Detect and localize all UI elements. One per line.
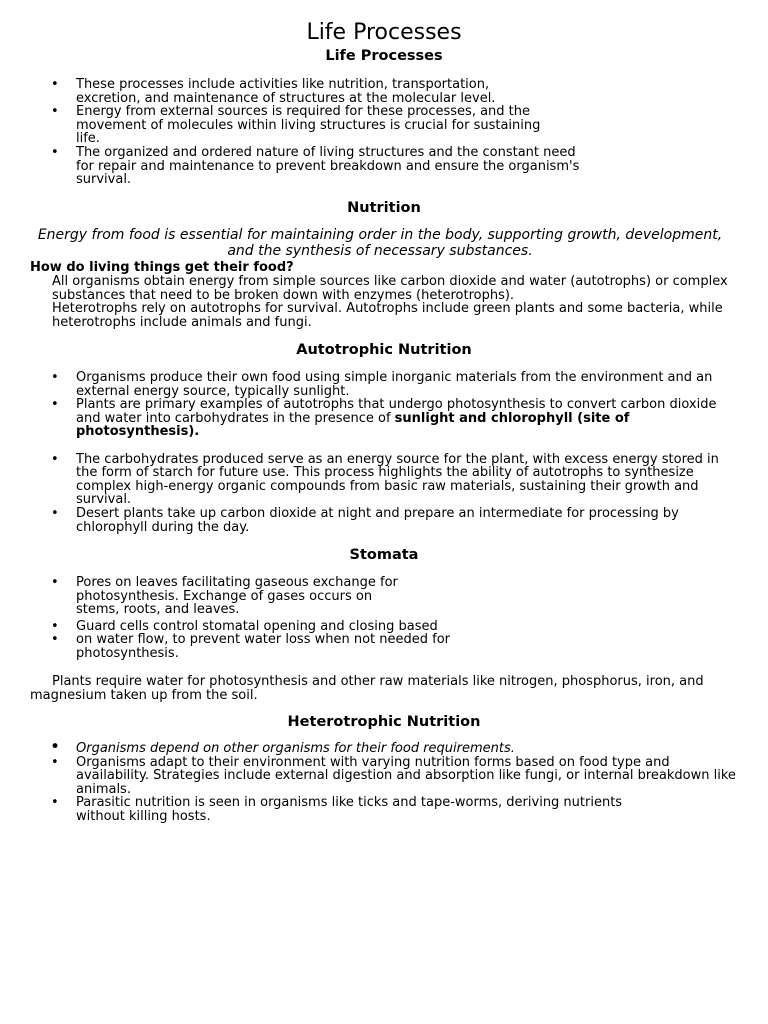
autotrophic-bullet: • Desert plants take up carbon dioxide at night and prepare an intermediate for processing by chlorophyll during the day. xyxy=(30,507,730,534)
stomata-note: Plants require water for photosynthesis and other raw materials like nitrogen, phosphorus, iron, and magnesium taken up from the soil. xyxy=(30,674,704,703)
heterotrophic-bullet xyxy=(30,742,736,756)
stomata-bullet: • Guard cells control stomatal opening and closing based xyxy=(30,620,460,634)
intro-bullet-list xyxy=(30,77,580,188)
heterotrophic-bullet: • Parasitic nutrition is seen in organisms like ticks and tape-worms, deriving nutrients without killing hosts. xyxy=(30,796,636,823)
document-subtitle: Life Processes xyxy=(325,48,443,64)
stomata-bullet: • on water flow, to prevent water loss when not needed for photosynthesis. xyxy=(30,633,460,660)
heterotrophic-bullet-list xyxy=(30,742,736,824)
autotrophic-heading: Autotrophic Nutrition xyxy=(296,342,472,358)
intro-bullet: • Energy from external sources is required for these processes, and the movement of molecules within living structures is crucial for sustaining life. xyxy=(30,105,550,146)
stomata-bullet: • Pores on leaves facilitating gaseous exchange for photosynthesis. Exchange of gases occurs on stems, roots, and leaves. xyxy=(30,576,416,617)
autotrophic-bullet xyxy=(30,398,730,439)
stomata-heading: Stomata xyxy=(349,547,419,563)
intro-bullet: • The organized and ordered nature of living structures and the constant need for repair and maintenance to prevent breakdown and ensure the organism's survival. xyxy=(30,146,586,187)
nutrition-intro: Energy from food is essential for maintaining order in the body, supporting growth, development, and the synthesis of necessary substances. xyxy=(37,227,723,259)
food-answer-autotrophs-heterotrophs: All organisms obtain energy from simple sources like carbon dioxide and water (autotrophs) or complex substances that need to be broken down with enzymes (heterotrophs). xyxy=(52,274,728,303)
autotrophic-bullet: • Organisms produce their own food using simple inorganic materials from the environment and an external energy source, typically sunlight. xyxy=(30,371,730,398)
nutrition-heading: Nutrition xyxy=(347,200,421,216)
autotrophic-bullet: • The carbohydrates produced serve as an energy source for the plant, with excess energy stored in the form of starch for future use. This process highlights the ability of autotrophs to synthesize complex high-energy organic compounds from basic raw materials, sustaining their growth and survival. xyxy=(30,453,730,507)
food-question-heading: How do living things get their food? xyxy=(30,260,294,275)
autotrophic-bullet-bold: sunlight and chlorophyll (site of photosynthesis). xyxy=(76,410,630,440)
autotrophic-bullet-text: Plants are primary examples of autotrophs that undergo photosynthesis to convert carbon dioxide and water into carbohydrates in the presence of xyxy=(76,397,717,426)
intro-bullet: • These processes include activities like nutrition, transportation, excretion, and maintenance of structures at the molecular level. xyxy=(30,78,550,105)
document-title: Life Processes xyxy=(306,20,462,45)
heterotrophic-bullet: • Organisms adapt to their environment with varying nutrition forms based on food type and availability. Strategies include external digestion and absorption like fungi, or internal breakdown like animals. xyxy=(30,756,736,797)
heterotrophic-bullet-italic: Organisms depend on other organisms for their food requirements. xyxy=(76,741,515,756)
autotrophic-bullet-list xyxy=(30,371,730,534)
food-answer-examples: Heterotrophs rely on autotrophs for survival. Autotrophs include green plants and some bacteria, while heterotrophs include animals and fungi. xyxy=(52,301,723,330)
stomata-bullet-list xyxy=(30,576,460,661)
heterotrophic-heading: Heterotrophic Nutrition xyxy=(287,714,481,730)
